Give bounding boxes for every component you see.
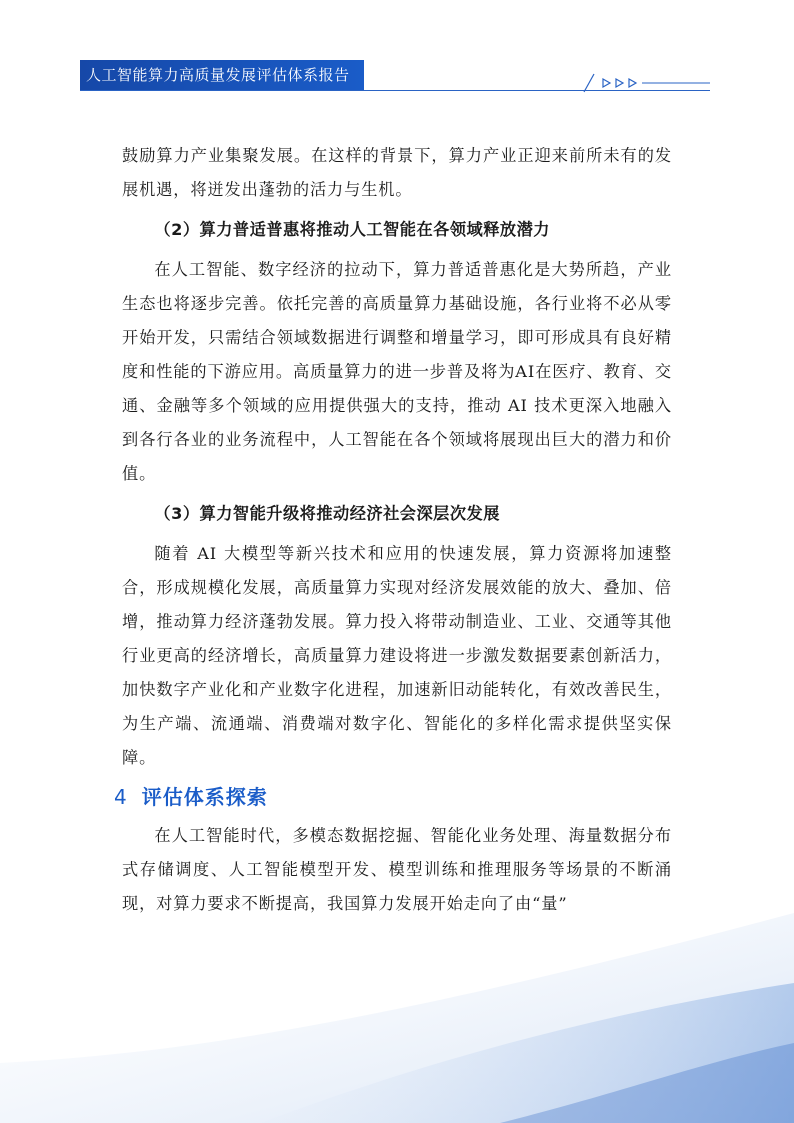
paragraph: 在人工智能时代，多模态数据挖掘、智能化业务处理、海量数据分布式存储调度、人工智能模型开发、模型训练和推理服务等场景的不断涌现，对算力要求不断提高，我国算力发展开始走向了由“量” <box>122 826 672 913</box>
paragraph: 在人工智能、数字经济的拉动下，算力普适普惠化是大势所趋，产业生态也将逐步完善。依托完善的高质量算力基础设施，各行业将不必从零开始开发，只需结合领域数据进行调整和增量学习，即可形成具有良好精度和性能的下游应用。高质量算力的进一步普及将为AI在医疗、教育、交通、金融等多个领域的应用提供强大的支持，推动 AI 技术更深入地融入到各行各业的业务流程中，人工智能在各个领域将展现出巨大的潜力和价值。 <box>122 260 672 483</box>
triangle-arrows-icon <box>580 72 710 94</box>
section-title: 评估体系探索 <box>141 785 268 809</box>
page-body <box>114 139 672 921</box>
paragraph: 随着 AI 大模型等新兴技术和应用的快速发展，算力资源将加速整合，形成规模化发展，高质量算力实现对经济发展效能的放大、叠加、倍增，推动算力经济蓬勃发展。算力投入将带动制造业、工业、交通等其他行业更高的经济增长，高质量算力建设将进一步激发数据要素创新活力，加快数字产业化和产业数字化进程，加速新旧动能转化，有效改善民生，为生产端、流通端、消费端对数字化、智能化的多样化需求提供坚实保障。 <box>122 544 672 767</box>
section-heading <box>114 779 672 815</box>
paragraph: 鼓励算力产业集聚发展。在这样的背景下，算力产业正迎来前所未有的发展机遇，将迸发出蓬勃的活力与生机。 <box>122 146 672 199</box>
subheading: （2）算力普适普惠将推动人工智能在各领域释放潜力 <box>154 220 550 239</box>
decorative-wave <box>0 893 794 1123</box>
section-number: 4 <box>114 785 128 809</box>
subheading: （3）算力智能升级将推动经济社会深层次发展 <box>154 504 500 523</box>
report-title: 人工智能算力高质量发展评估体系报告 <box>86 66 350 84</box>
